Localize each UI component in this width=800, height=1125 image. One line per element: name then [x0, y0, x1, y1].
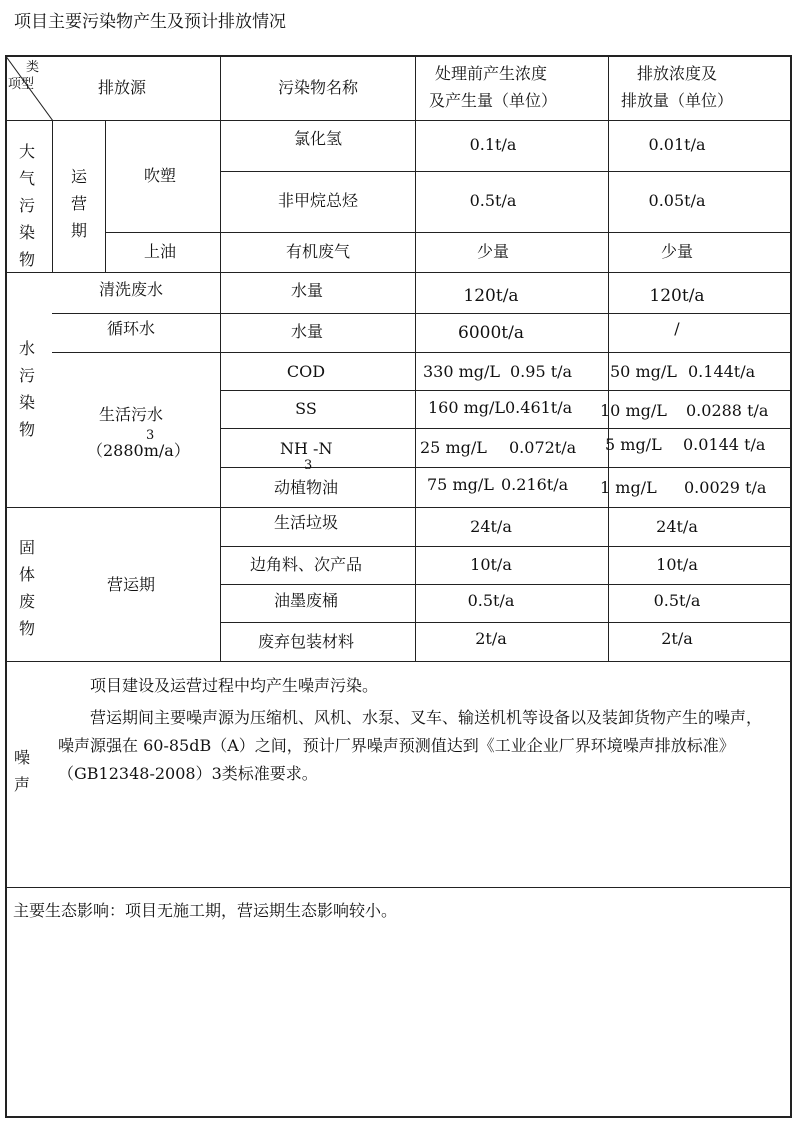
header-source: 排放源 — [97, 78, 147, 97]
water-cod-after-amt: 0.144t/a — [688, 362, 756, 381]
water-volume-superscript: 3 — [146, 428, 155, 443]
header-after-line1: 排放浓度及 — [636, 64, 718, 83]
water-cod-before-conc: 330 mg/L — [423, 362, 501, 381]
solid-period: 营运期 — [106, 575, 156, 594]
air-row2-pollutant: 非甲烷总烃 — [277, 191, 359, 210]
rule — [52, 313, 792, 314]
rule — [220, 546, 792, 547]
water-nh3n-after-conc: 5 mg/L — [605, 435, 662, 454]
water-oil-pollutant: 动植物油 — [273, 478, 339, 497]
solid-row1-before: 24t/a — [470, 517, 512, 536]
water-oil-after-conc: 1 mg/L — [600, 478, 657, 497]
water-nh3n-before-amt: 0.072t/a — [509, 438, 577, 457]
solid-row4-before: 2t/a — [475, 629, 507, 648]
water-row2-after: / — [674, 319, 680, 338]
solid-row4-pollutant: 废弃包装材料 — [257, 632, 355, 651]
air-row1-pollutant: 氯化氢 — [293, 129, 343, 148]
header-before-line1: 处理前产生浓度 — [434, 64, 548, 83]
water-ss-before-conc: 160 mg/L — [428, 398, 506, 417]
water-ss-after-conc: 10 mg/L — [600, 401, 667, 420]
water-source-circulating: 循环水 — [106, 319, 156, 338]
solid-row2-after: 10t/a — [656, 555, 698, 574]
rule — [415, 55, 416, 661]
water-nh3n-before-conc: 25 mg/L — [420, 438, 487, 457]
air-category: 大气污染物 — [18, 142, 35, 269]
rule — [5, 120, 792, 121]
page-title: 项目主要污染物产生及预计排放情况 — [14, 12, 286, 32]
water-source-washing: 清洗废水 — [98, 280, 164, 299]
rule — [220, 55, 221, 661]
water-row1-pollutant: 水量 — [290, 281, 324, 300]
air-period: 运营期 — [70, 167, 87, 240]
air-row3-after: 少量 — [660, 242, 694, 261]
air-row3-before: 少量 — [476, 242, 510, 261]
air-source-oiling: 上油 — [143, 242, 177, 261]
solid-row3-before: 0.5t/a — [467, 591, 515, 610]
water-volume-value: （2880m — [87, 441, 159, 460]
rule — [105, 232, 792, 233]
solid-row3-pollutant: 油墨废桶 — [273, 591, 339, 610]
header-type-top: 类 — [26, 60, 40, 75]
rule — [5, 272, 792, 273]
water-cod-after-conc: 50 mg/L — [610, 362, 677, 381]
air-row2-after: 0.05t/a — [648, 191, 706, 210]
rule — [5, 507, 792, 508]
solid-row1-pollutant: 生活垃圾 — [273, 513, 339, 532]
water-ss-after-amt: 0.0288 t/a — [686, 401, 769, 420]
air-row2-before: 0.5t/a — [469, 191, 517, 210]
rule — [5, 661, 792, 662]
water-category: 水污染物 — [18, 339, 35, 439]
rule — [105, 120, 106, 272]
water-oil-before-amt: 0.216t/a — [501, 475, 569, 494]
noise-paragraph-2: 营运期间主要噪声源为压缩机、风机、水泵、叉车、输送机机等设备以及装卸货物产生的噪声，噪声源强在 60-85dB（A）之间，预计厂界噪声预测值达到《工业企业厂界环境噪声排放标准》（GB12348-2008）3类标准要求。 — [58, 708, 763, 783]
solid-row4-after: 2t/a — [661, 629, 693, 648]
water-nh3n-subscript: 3 — [304, 458, 313, 473]
water-row2-pollutant: 水量 — [290, 322, 324, 341]
water-oil-before-conc: 75 mg/L — [427, 475, 494, 494]
header-type-bottom: 项型 — [8, 77, 35, 92]
rule — [52, 120, 53, 272]
water-volume-unit: /a） — [158, 441, 190, 460]
header-after-line2: 排放量（单位） — [620, 91, 734, 110]
noise-category: 噪声 — [13, 748, 30, 794]
solid-row2-before: 10t/a — [470, 555, 512, 574]
water-row1-after: 120t/a — [649, 286, 705, 306]
header-before-line2: 及产生量（单位） — [428, 91, 558, 110]
solid-row2-pollutant: 边角料、次产品 — [249, 555, 363, 574]
rule — [220, 390, 792, 391]
water-ss-before-amt: 0.461t/a — [505, 398, 573, 417]
rule — [220, 171, 792, 172]
air-source-blowmolding: 吹塑 — [143, 166, 177, 185]
water-row2-before: 6000t/a — [458, 323, 524, 343]
air-row1-after: 0.01t/a — [648, 135, 706, 154]
water-nh3n-pollutant: NH -N — [280, 439, 333, 458]
rule — [220, 428, 792, 429]
water-source-domestic: 生活污水 — [98, 405, 164, 424]
rule — [5, 887, 792, 888]
ecology-text: 主要生态影响：项目无施工期，营运期生态影响较小。 — [13, 901, 398, 920]
rule — [220, 622, 792, 623]
rule — [52, 352, 792, 353]
noise-paragraph-1: 项目建设及运营过程中均产生噪声污染。 — [90, 676, 379, 695]
water-cod-pollutant: COD — [286, 362, 326, 381]
air-row1-before: 0.1t/a — [469, 135, 517, 154]
water-nh3n-after-amt: 0.0144 t/a — [683, 435, 766, 454]
water-oil-after-amt: 0.0029 t/a — [684, 478, 767, 497]
rule — [220, 584, 792, 585]
solid-category: 固体废物 — [18, 538, 35, 638]
solid-row3-after: 0.5t/a — [653, 591, 701, 610]
rule — [608, 55, 609, 661]
solid-row1-after: 24t/a — [656, 517, 698, 536]
air-row3-pollutant: 有机废气 — [285, 242, 351, 261]
water-source-volume — [87, 440, 190, 462]
header-pollutant: 污染物名称 — [277, 78, 359, 97]
water-ss-pollutant: SS — [295, 399, 317, 418]
water-cod-before-amt: 0.95 t/a — [510, 362, 573, 381]
water-row1-before: 120t/a — [463, 286, 519, 306]
